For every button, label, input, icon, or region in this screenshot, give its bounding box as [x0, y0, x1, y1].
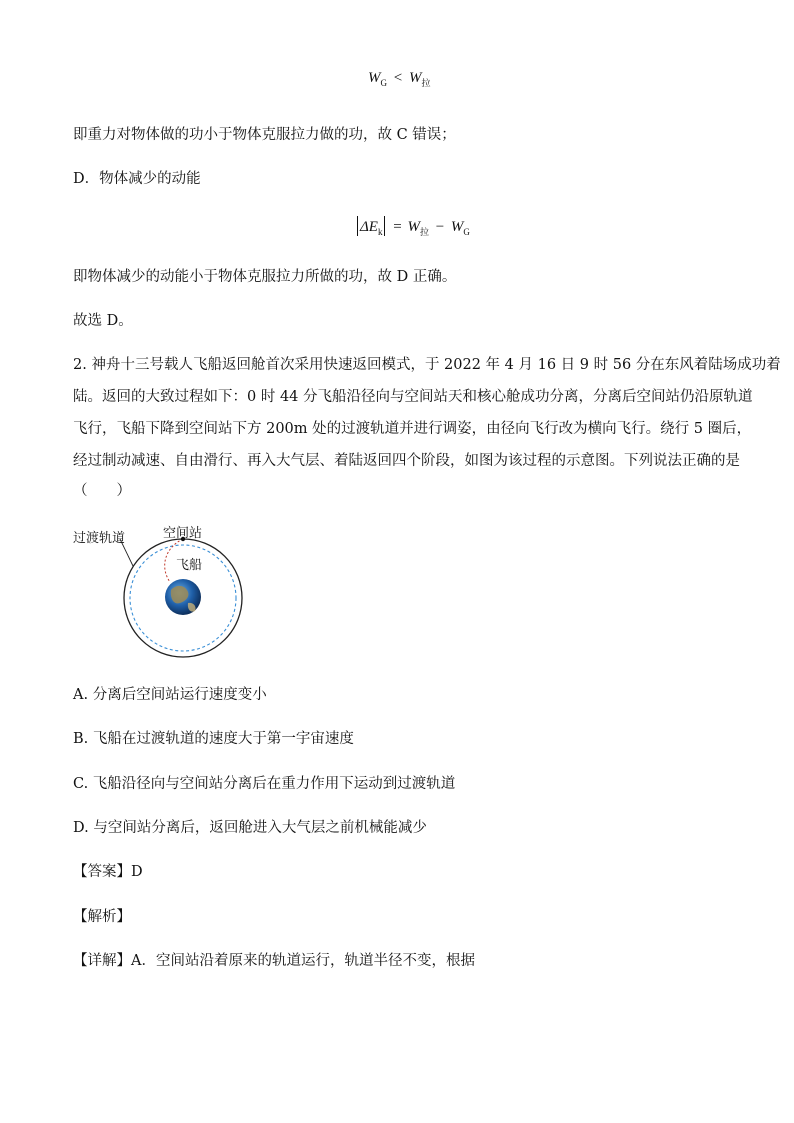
option-d: D. 与空间站分离后，返回舱进入大气层之前机械能减少 [73, 820, 427, 836]
equation-kinetic-energy [355, 216, 470, 238]
detail-text: A．空间站沿着原来的轨道运行，轨道半径不变，根据 [131, 953, 475, 969]
detail-tag: 【详解】 [73, 953, 131, 969]
eq-symbol: W [368, 70, 381, 86]
detail-line [73, 952, 475, 970]
label-spacecraft: 飞船 [176, 558, 203, 573]
question-2-line-1: 2. 神舟十三号载人飞船返回舱首次采用快速返回模式，于 2022 年 4 月 16 日 9 时 56 分在东风着陆场成功着 [73, 357, 781, 373]
label-transition-orbit: 过渡轨道 [73, 531, 126, 546]
eq-operator: < [393, 70, 403, 86]
text-conclusion-c: 即重力对物体做的功小于物体克服拉力做的功，故 C 错误； [73, 127, 456, 143]
eq-symbol: W [450, 219, 464, 235]
question-2-line-2: 陆。返回的大致过程如下：0 时 44 分飞船沿径向与空间站天和核心舱成功分离，分离后空间站仍沿原轨道 [73, 389, 753, 405]
question-2-line-5: （ ） [73, 483, 131, 499]
eq-subscript: 拉 [421, 78, 431, 88]
eq-symbol: ΔE [360, 219, 378, 235]
eq-operator: − [435, 219, 445, 235]
analysis-line [73, 908, 131, 926]
eq-subscript: 拉 [419, 227, 429, 237]
question-2-line-4: 经过制动减速、自由滑行、再入大气层、着陆返回四个阶段，如图为该过程的示意图。下列说法正确的是 [73, 453, 740, 469]
option-c: C. 飞船沿径向与空间站分离后在重力作用下运动到过渡轨道 [73, 776, 456, 792]
abs-bar-right [384, 216, 385, 236]
answer-tag: 【答案】 [73, 864, 131, 880]
analysis-tag: 【解析】 [73, 909, 131, 925]
question-2-line-3: 飞行，飞船下降到空间站下方 200m 处的过渡轨道并进行调姿，由径向飞行改为横向飞行。绕行 5 圈后， [73, 421, 752, 437]
text-conclusion-d: 即物体减少的动能小于物体克服拉力所做的功，故 D 正确。 [73, 269, 457, 285]
text-selection: 故选 D。 [73, 313, 133, 329]
label-space-station: 空间站 [163, 526, 203, 541]
text-item-d: D．物体减少的动能 [73, 171, 201, 187]
eq-operator: = [393, 219, 402, 235]
answer-value: D [131, 864, 143, 880]
equation-work-compare [368, 70, 430, 89]
eq-subscript: G [380, 78, 387, 88]
option-a: A. 分离后空间站运行速度变小 [73, 687, 267, 703]
option-b: B. 飞船在过渡轨道的速度大于第一宇宙速度 [73, 731, 354, 747]
eq-subscript: G [463, 227, 470, 237]
eq-symbol: W [407, 219, 420, 235]
abs-bar-left [357, 216, 358, 236]
eq-subscript: k [377, 227, 383, 237]
eq-symbol: W [408, 70, 422, 86]
answer-line [73, 863, 143, 881]
